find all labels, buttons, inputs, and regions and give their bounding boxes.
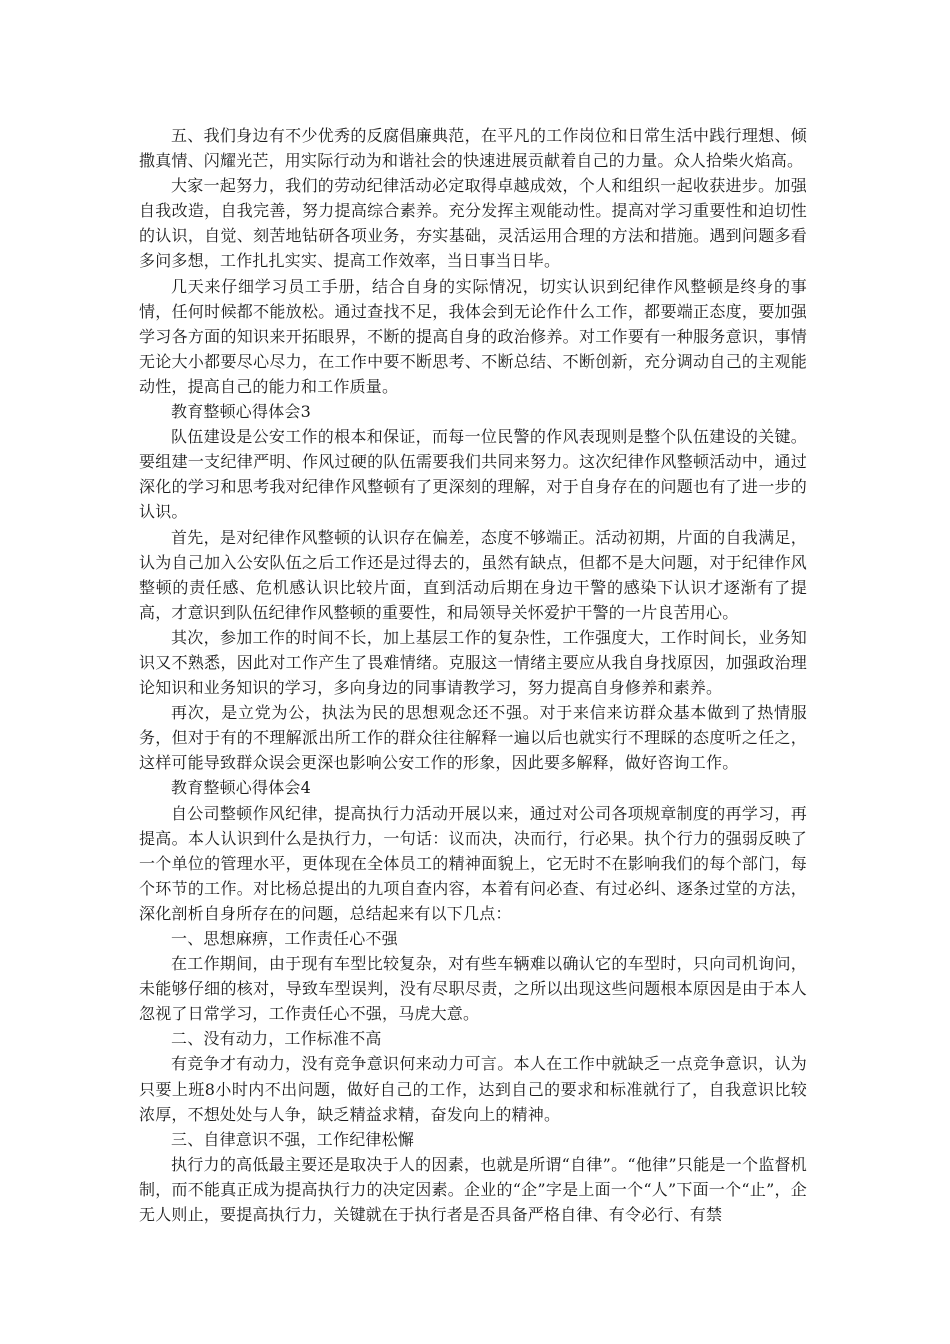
subsection-heading: 三、自律意识不强，工作纪律松懈	[171, 1129, 415, 1149]
section-heading: 教育整顿心得体会4	[171, 778, 311, 798]
paragraph: 自公司整顿作风纪律，提高执行力活动开展以来，通过对公司各项规章制度的再学习，再提高。本人认识到什么是执行力，一句话：议而决，决而行，行必果。执个行力的强弱反映了一个单位的管理水平，更体现在全体员工的精神面貌上，它无时不在影响我们的每个部门，每个环节的工作。对比杨总提出的九项自查内容，本着有问必查、有过必纠、逐条过堂的方法，深化剖析自身所存在的问题，总结起来有以下几点：	[139, 803, 807, 923]
paragraph: 执行力的高低最主要还是取决于人的因素，也就是所谓“自律”。“他律”只能是一个监督机制，而不能真正成为提高执行力的决定因素。企业的“企”字是上面一个“人”下面一个“止”，企无人则止，要提高执行力，关键就在于执行者是否具备严格自律、有令必行、有禁	[139, 1154, 807, 1225]
paragraph: 其次，参加工作的时间不长，加上基层工作的复杂性，工作强度大，工作时间长，业务知识又不熟悉，因此对工作产生了畏难情绪。克服这一情绪主要应从我自身找原因，加强政治理论知识和业务知识的学习，多向身边的同事请教学习，努力提高自身修养和素养。	[139, 627, 807, 698]
subsection-heading: 一、思想麻痹，工作责任心不强	[171, 929, 398, 948]
document-body	[139, 123, 807, 1227]
subsection-heading: 二、没有动力，工作标准不高	[171, 1029, 382, 1049]
section-heading: 教育整顿心得体会3	[171, 402, 311, 422]
paragraph: 在工作期间，由于现有车型比较复杂，对有些车辆难以确认它的车型时，只向司机询问，未能够仔细的核对，导致车型误判，没有尽职尽责，之所以出现这些问题根本原因是由于本人忽视了日常学习，工作责任心不强，马虎大意。	[139, 954, 807, 1024]
paragraph: 队伍建设是公安工作的根本和保证，而每一位民警的作风表现则是整个队伍建设的关键。要组建一支纪律严明、作风过硬的队伍需要我们共同来努力。这次纪律作风整顿活动中，通过深化的学习和思考我对纪律作风整顿有了更深刻的理解，对于自身存在的问题也有了进一步的认识。	[139, 427, 807, 522]
paragraph: 大家一起努力，我们的劳动纪律活动必定取得卓越成效，个人和组织一起收获进步。加强自我改造，自我完善，努力提高综合素养。充分发挥主观能动性。提高对学习重要性和迫切性的认识，自觉、刻苦地钻研各项业务，夯实基础，灵活运用合理的方法和措施。遇到问题多看多问多想，工作扎扎实实、提高工作效率，当日事当日毕。	[139, 176, 807, 271]
paragraph: 首先，是对纪律作风整顿的认识存在偏差，态度不够端正。活动初期，片面的自我满足，认为自己加入公安队伍之后工作还是过得去的，虽然有缺点，但都不是大问题，对于纪律作风整顿的责任感、危机感认识比较片面，直到活动后期在身边干警的感染下认识才逐渐有了提高，才意识到队伍纪律作风整顿的重要性，和局领导关怀爱护干警的一片良苦用心。	[139, 527, 807, 622]
paragraph: 有竞争才有动力，没有竞争意识何来动力可言。本人在工作中就缺乏一点竞争意识，认为只要上班8小时内不出问题，做好自己的工作，达到自己的要求和标准就行了，自我意识比较浓厚，不想处处与人争，缺乏精益求精，奋发向上的精神。	[139, 1054, 807, 1124]
paragraph: 几天来仔细学习员工手册，结合自身的实际情况，切实认识到纪律作风整顿是终身的事情，任何时候都不能放松。通过查找不足，我体会到无论作什么工作，都要端正态度，要加强学习各方面的知识来开拓眼界，不断的提高自身的政治修养。对工作要有一种服务意识，事情无论大小都要尽心尽力，在工作中要不断思考、不断总结、不断创新，充分调动自己的主观能动性，提高自己的能力和工作质量。	[139, 276, 807, 396]
paragraph: 再次，是立党为公，执法为民的思想观念还不强。对于来信来访群众基本做到了热情服务，但对于有的不理解派出所工作的群众往往解释一遍以后也就实行不理睬的态度听之任之，这样可能导致群众误会更深也影响公安工作的形象，因此要多解释，做好咨询工作。	[139, 703, 807, 773]
paragraph: 五、我们身边有不少优秀的反腐倡廉典范，在平凡的工作岗位和日常生活中践行理想、倾撒真情、闪耀光芒，用实际行动为和谐社会的快速进展贡献着自己的力量。众人拾柴火焰高。	[139, 126, 807, 171]
